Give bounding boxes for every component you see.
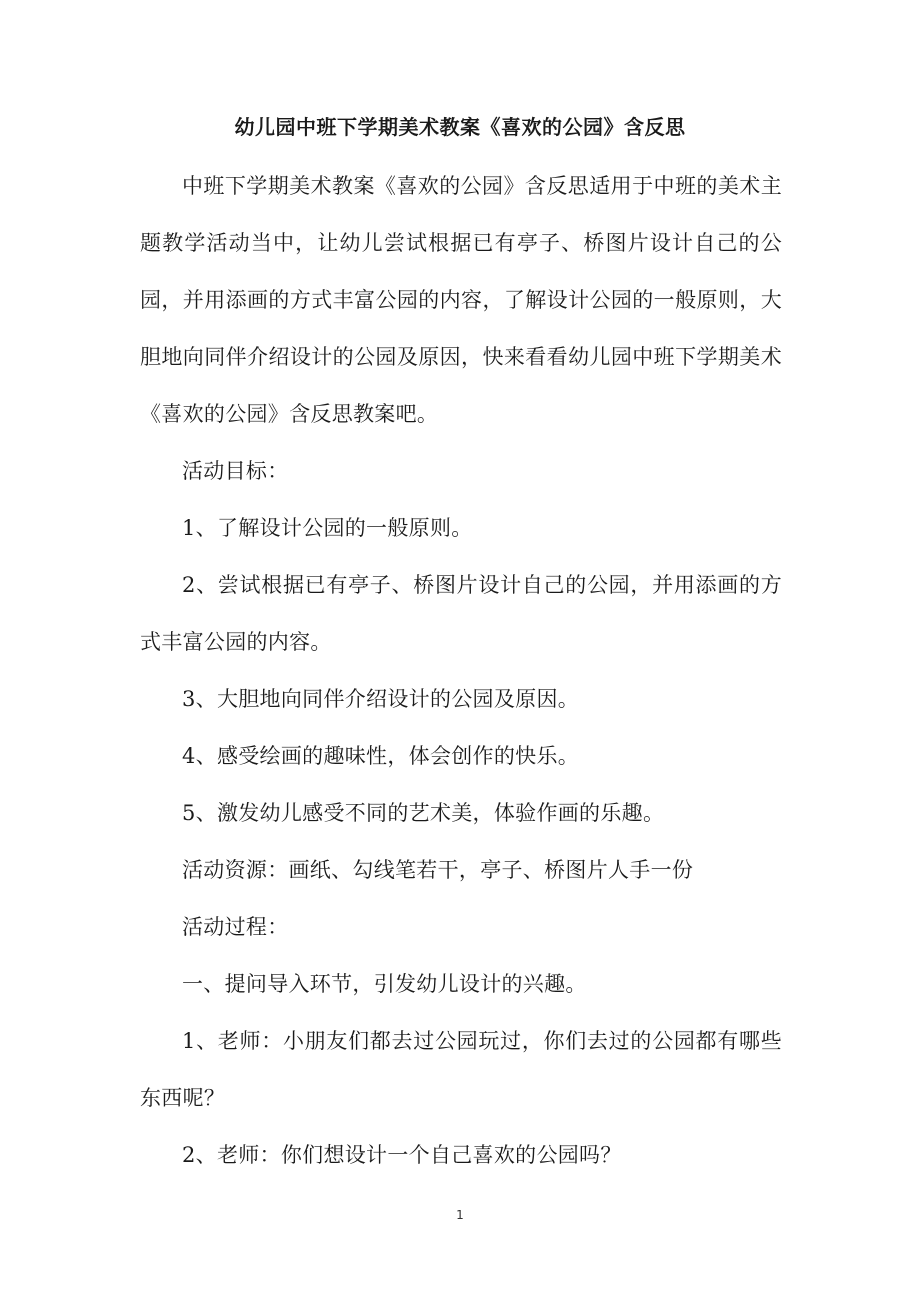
document-body xyxy=(140,158,782,1184)
document-title: 幼儿园中班下学期美术教案《喜欢的公园》含反思 xyxy=(234,115,686,139)
goal-item-3: 3、大胆地向同伴介绍设计的公园及原因。 xyxy=(182,687,580,711)
goal-item-2: 2、尝试根据已有亭子、桥图片设计自己的公园，并用添画的方式丰富公园的内容。 xyxy=(140,573,782,654)
process-step-heading: 一、提问导入环节，引发幼儿设计的兴趣。 xyxy=(182,972,587,996)
intro-paragraph: 中班下学期美术教案《喜欢的公园》含反思适用于中班的美术主题教学活动当中，让幼儿尝试根据已有亭子、桥图片设计自己的公园，并用添画的方式丰富公园的内容，了解设计公园的一般原则，大胆地向同伴介绍设计的公园及原因，快来看看幼儿园中班下学期美术《喜欢的公园》含反思教案吧。 xyxy=(140,174,782,426)
process-item-2: 2、老师：你们想设计一个自己喜欢的公园吗？ xyxy=(182,1143,622,1167)
process-item-1: 1、老师：小朋友们都去过公园玩过，你们去过的公园都有哪些东西呢？ xyxy=(140,1029,782,1110)
goal-item-1: 1、了解设计公园的一般原则。 xyxy=(182,516,473,540)
resources-line: 活动资源：画纸、勾线笔若干，亭子、桥图片人手一份 xyxy=(182,858,694,882)
goal-item-4: 4、感受绘画的趣味性，体会创作的快乐。 xyxy=(182,744,580,768)
process-heading: 活动过程： xyxy=(182,915,289,939)
goals-heading: 活动目标： xyxy=(182,459,289,483)
goal-item-5: 5、激发幼儿感受不同的艺术美，体验作画的乐趣。 xyxy=(182,801,665,825)
page-number: 1 xyxy=(456,1208,464,1222)
